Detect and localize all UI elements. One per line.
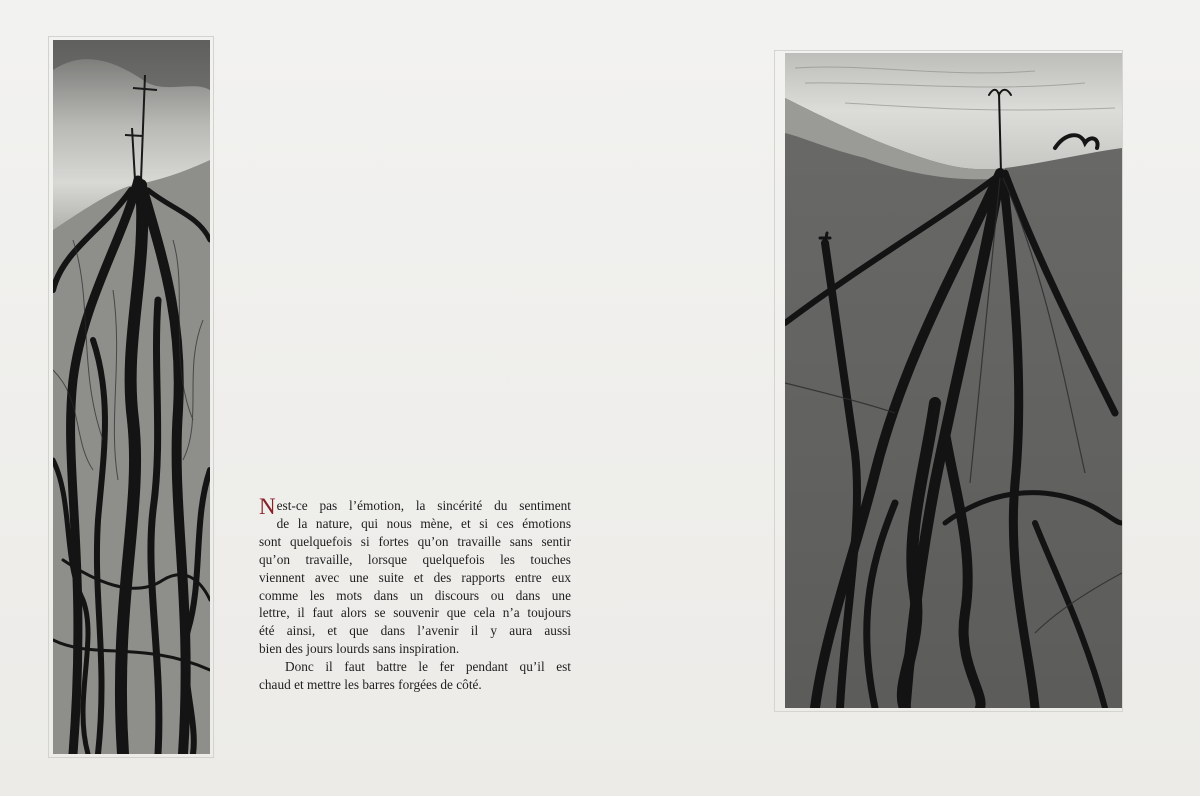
text-line: lettre, il faut alors se souvenir que cela n’a toujours [259, 605, 571, 621]
paragraph-2 [259, 658, 571, 694]
left-etching [53, 40, 210, 754]
text-line: Donc il faut battre le fer pendant qu’il est [285, 659, 571, 675]
text-line: chaud et mettre les barres forgées de côté. [259, 677, 482, 693]
text-line: bien des jours lourds sans inspiration. [259, 641, 460, 657]
text-line: viennent avec une suite et des rapports entre eux [259, 569, 571, 585]
text-line: comme les mots dans un discours ou dans une [259, 587, 571, 603]
text-line: de la nature, qui nous mène, et si ces émotions [276, 515, 571, 531]
paragraph-1 [259, 494, 571, 658]
text-line: été ainsi, et que dans l’avenir il y aura aussi [259, 623, 571, 639]
text-block [259, 494, 571, 694]
text-line: est-ce pas l’émotion, la sincérité du sentiment [276, 498, 571, 513]
text-line: sont quelquefois si fortes qu’on travaille sans sentir [259, 533, 571, 549]
right-etching [785, 53, 1122, 708]
text-line: qu’on travaille, lorsque quelquefois les touches [259, 551, 571, 567]
drop-cap: N [259, 494, 276, 519]
